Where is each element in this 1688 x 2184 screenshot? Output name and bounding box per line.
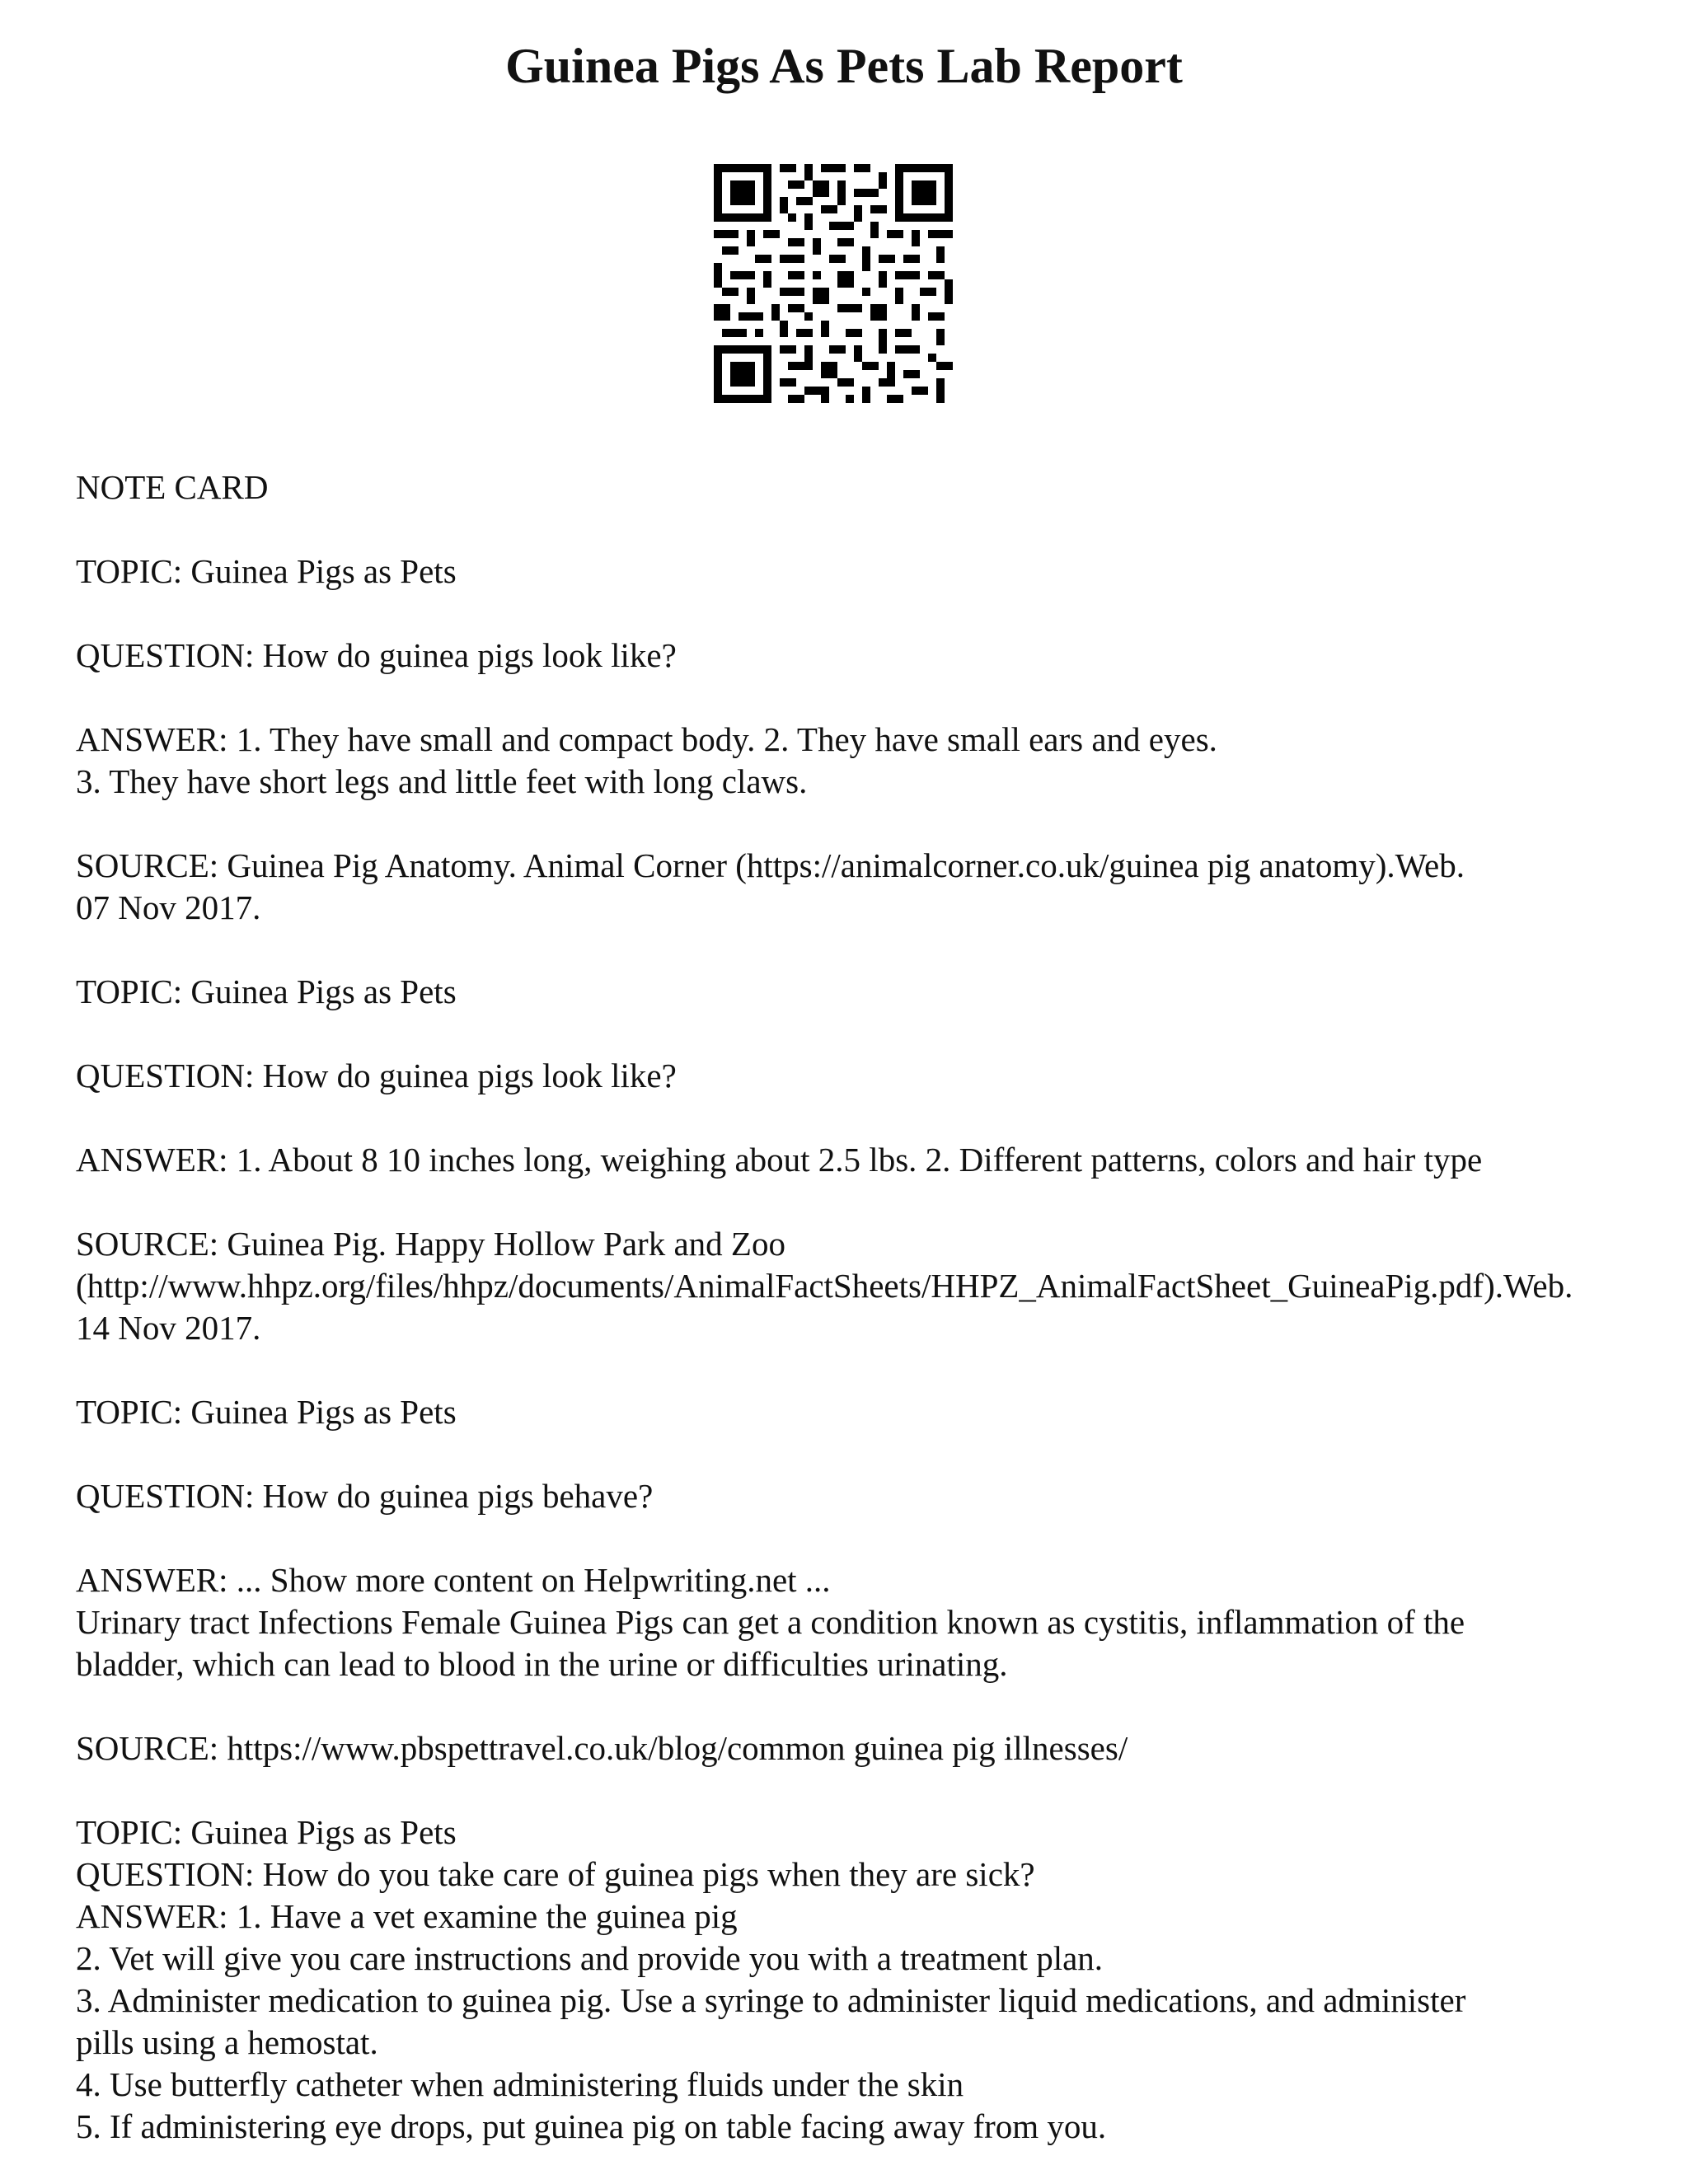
card-2-source-line: 14 Nov 2017. bbox=[76, 1309, 261, 1347]
note-card-heading: NOTE CARD bbox=[76, 468, 269, 506]
card-1-source-line: 07 Nov 2017. bbox=[76, 888, 261, 926]
card-4-answer-line: 5. If administering eye drops, put guinea pig on table facing away from you. bbox=[76, 2107, 1107, 2145]
qr-code-icon bbox=[714, 164, 953, 403]
card-1-source-line: SOURCE: Guinea Pig Anatomy. Animal Corner (https://animalcorner.co.uk/guinea pig anatomy).Web. bbox=[76, 846, 1465, 884]
card-2-answer-line: ANSWER: 1. About 8 10 inches long, weighing about 2.5 lbs. 2. Different patterns, colors and hair type bbox=[76, 1141, 1483, 1179]
card-1-topic: TOPIC: Guinea Pigs as Pets bbox=[76, 552, 457, 590]
card-1-question: QUESTION: How do guinea pigs look like? bbox=[76, 636, 677, 674]
card-4-answer-line: 3. Administer medication to guinea pig. Use a syringe to administer liquid medications, and administer bbox=[76, 1981, 1466, 2019]
card-1-answer bbox=[76, 719, 1675, 803]
card-4-answer-line: ANSWER: 1. Have a vet examine the guinea pig bbox=[76, 1897, 738, 1935]
card-2-question: QUESTION: How do guinea pigs look like? bbox=[76, 1057, 677, 1094]
card-3-topic: TOPIC: Guinea Pigs as Pets bbox=[76, 1393, 457, 1431]
note-card-body bbox=[76, 466, 1675, 2148]
card-4-question: QUESTION: How do you take care of guinea pigs when they are sick? bbox=[76, 1855, 1035, 1893]
card-2-source-line: SOURCE: Guinea Pig. Happy Hollow Park and Zoo bbox=[76, 1225, 785, 1263]
card-4-answer-line: 4. Use butterfly catheter when administering fluids under the skin bbox=[76, 2065, 964, 2103]
card-1-answer-line: 3. They have short legs and little feet with long claws. bbox=[76, 762, 808, 800]
card-3-answer-line: bladder, which can lead to blood in the urine or difficulties urinating. bbox=[76, 1645, 1008, 1683]
card-3-answer-line: Urinary tract Infections Female Guinea Pigs can get a condition known as cystitis, inflammation of the bbox=[76, 1603, 1465, 1641]
card-1-source bbox=[76, 845, 1675, 929]
qr-code-graphic bbox=[714, 164, 953, 403]
card-3-source-line: SOURCE: https://www.pbspettravel.co.uk/blog/common guinea pig illnesses/ bbox=[76, 1729, 1128, 1767]
card-2-answer bbox=[76, 1139, 1675, 1181]
card-4 bbox=[76, 1811, 1675, 2148]
card-3-answer-line: ANSWER: ... Show more content on Helpwriting.net ... bbox=[76, 1561, 831, 1599]
document-title: Guinea Pigs As Pets Lab Report bbox=[505, 39, 1183, 93]
card-1-answer-line: ANSWER: 1. They have small and compact body. 2. They have small ears and eyes. bbox=[76, 720, 1217, 758]
card-3-question: QUESTION: How do guinea pigs behave? bbox=[76, 1477, 654, 1515]
card-3-answer bbox=[76, 1559, 1675, 1685]
card-4-answer-line: pills using a hemostat. bbox=[76, 2023, 378, 2061]
card-2-topic: TOPIC: Guinea Pigs as Pets bbox=[76, 972, 457, 1010]
card-3-source bbox=[76, 1727, 1675, 1769]
card-2-source-line: (http://www.hhpz.org/files/hhpz/documents/AnimalFactSheets/HHPZ_AnimalFactSheet_GuineaPig.pdf).Web. bbox=[76, 1267, 1573, 1305]
card-2-source bbox=[76, 1223, 1675, 1349]
card-4-answer-line: 2. Vet will give you care instructions and provide you with a treatment plan. bbox=[76, 1939, 1104, 1977]
card-4-topic: TOPIC: Guinea Pigs as Pets bbox=[76, 1813, 457, 1851]
